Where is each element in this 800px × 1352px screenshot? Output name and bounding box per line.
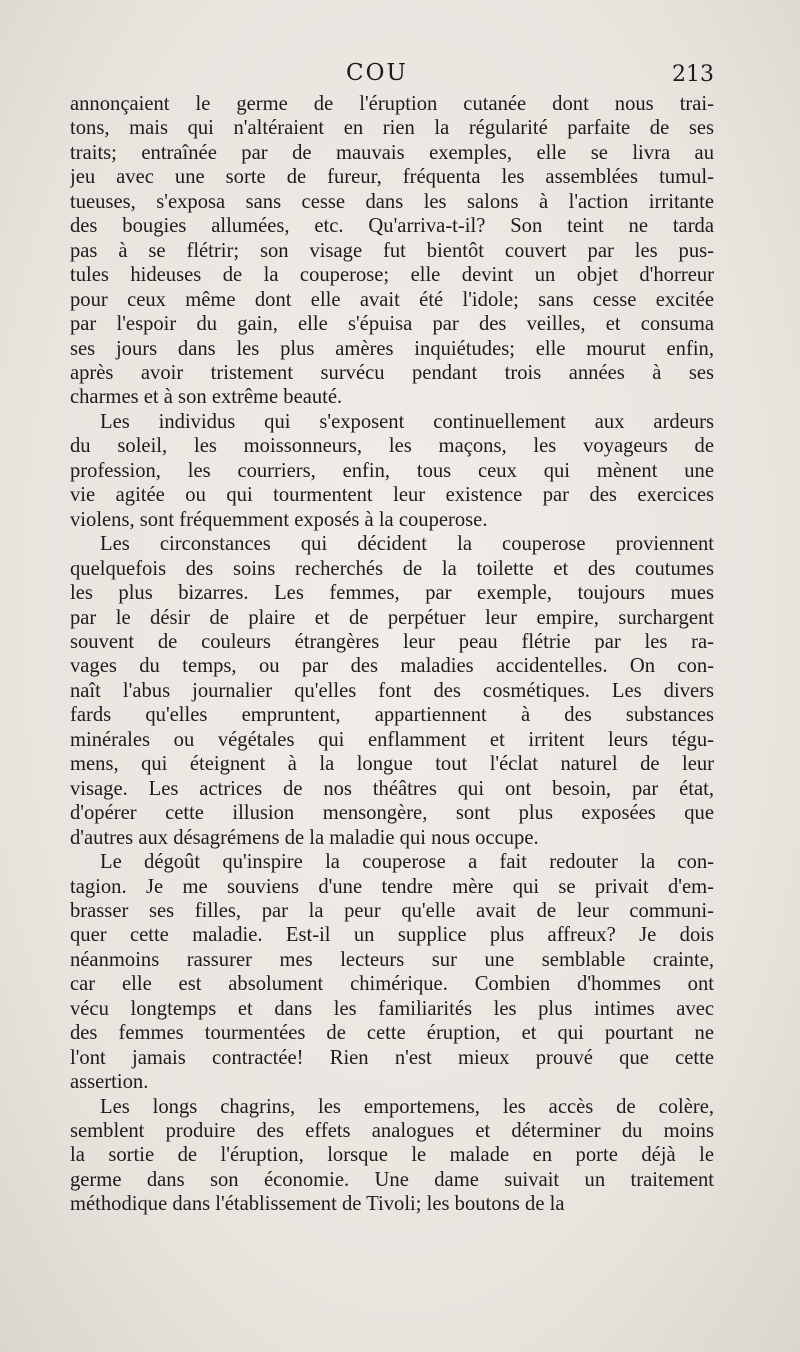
text-line: germe dans son économie. Une dame suivait un traitement [70,1168,714,1191]
text-line: par l'espoir du gain, elle s'épuisa par des veilles, et consuma [70,313,714,336]
text-line: mens, qui éteignent à la longue tout l'éclat naturel de leur [70,753,714,776]
text-line: assertion. [70,1071,149,1094]
page-number: 213 [672,62,714,87]
text-line: tueuses, s'exposa sans cesse dans les salons à l'action irritante [70,190,714,213]
text-line: fards qu'elles empruntent, appartiennent à des substances [70,704,714,727]
text-line: minérales ou végétales qui enflamment et irritent leurs tégu- [70,728,714,751]
text-line: méthodique dans l'établissement de Tivoli; les boutons de la [70,1193,565,1216]
text-line: vie agitée ou qui tourmentent leur existence par des exercices [70,484,714,507]
text-line: Les individus qui s'exposent continuellement aux ardeurs [100,410,714,433]
text-line: jeu avec une sorte de fureur, fréquenta les assemblées tumul- [70,166,714,189]
text-line: profession, les courriers, enfin, tous ceux qui mènent une [70,459,714,482]
text-line: pas à se flétrir; son visage fut bientôt couvert par les pus- [70,239,714,262]
text-line: tules hideuses de la couperose; elle devint un objet d'horreur [70,264,714,287]
paragraph [70,92,714,410]
text-line: vécu longtemps et dans les familiarités les plus intimes avec [70,997,714,1020]
running-head-title: COU [346,60,408,86]
running-head [0,60,800,92]
text-line: par le désir de plaire et de perpétuer leur empire, surchargent [70,606,714,629]
text-line: néanmoins rassurer mes lecteurs sur une semblable crainte, [70,948,714,971]
text-line: d'opérer cette illusion mensongère, sont plus exposées que [70,802,714,825]
paragraph [70,1095,714,1217]
body-text [70,92,714,1217]
paragraph [70,410,714,532]
text-line: souvent de couleurs étrangères leur peau flétrie par les ra- [70,630,714,653]
text-line: annonçaient le germe de l'éruption cutanée dont nous trai- [70,93,714,115]
text-line: les plus bizarres. Les femmes, par exemple, toujours mues [70,582,714,605]
text-line: Les circonstances qui décident la couperose proviennent [100,533,714,556]
text-line: vages du temps, ou par des maladies accidentelles. On con- [70,655,714,678]
text-line: tons, mais qui n'altéraient en rien la régularité parfaite de ses [70,117,714,140]
text-line: semblent produire des effets analogues et déterminer du moins [70,1120,714,1143]
text-line: quer cette maladie. Est-il un supplice plus affreux? Je dois [70,924,714,947]
text-line: brasser ses filles, par la peur qu'elle avait de leur communi- [70,899,714,922]
paragraph [70,850,714,1095]
text-line: des bougies allumées, etc. Qu'arriva-t-il? Son teint ne tarda [70,215,714,238]
text-line: tagion. Je me souviens d'une tendre mère qui se privait d'em- [70,875,714,898]
text-line: des femmes tourmentées de cette éruption, et qui pourtant ne [70,1022,714,1045]
text-line: car elle est absolument chimérique. Combien d'hommes ont [70,973,714,996]
text-line: l'ont jamais contractée! Rien n'est mieux prouvé que cette [70,1046,714,1069]
text-line: du soleil, les moissonneurs, les maçons, les voyageurs de [70,435,714,458]
text-line: après avoir tristement survécu pendant trois années à ses [70,361,714,384]
text-line: la sortie de l'éruption, lorsque le malade en porte déjà le [70,1144,714,1167]
text-line: pour ceux même dont elle avait été l'idole; sans cesse excitée [70,288,714,311]
paragraph [70,532,714,850]
text-line: Les longs chagrins, les emportemens, les accès de colère, [100,1095,714,1118]
text-line: visage. Les actrices de nos théâtres qui ont besoin, par état, [70,777,714,800]
text-line: traits; entraînée par de mauvais exemples, elle se livra au [70,141,714,164]
text-line: Le dégoût qu'inspire la couperose a fait redouter la con- [100,851,714,874]
text-line: quelquefois des soins recherchés de la toilette et des coutumes [70,557,714,580]
text-line: ses jours dans les plus amères inquiétudes; elle mourut enfin, [70,337,714,360]
text-line: charmes et à son extrême beauté. [70,386,343,409]
text-line: d'autres aux désagrémens de la maladie qui nous occupe. [70,826,539,849]
text-line: naît l'abus journalier qu'elles font des cosmétiques. Les divers [70,679,714,702]
text-line: violens, sont fréquemment exposés à la couperose. [70,508,488,531]
